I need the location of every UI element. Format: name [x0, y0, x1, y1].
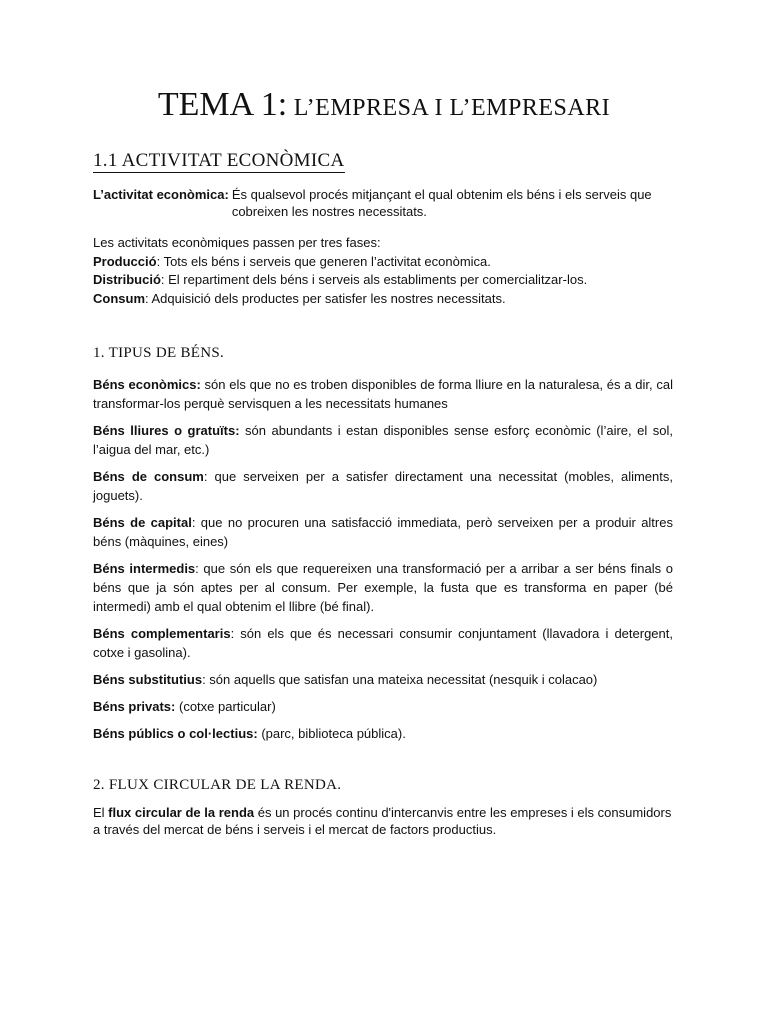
- item-text: : que són els que requereixen una transformació per a arribar a ser béns finals o béns que ja són aptes per al consum. Per exemple, la fusta que es transforma en paper (bé intermedi) amb el qual obtenim el llibre (bé final).: [93, 561, 673, 614]
- item-text: : són aquells que satisfan una mateixa necessitat (nesquik i colacao): [202, 672, 598, 687]
- page-title: [0, 86, 768, 124]
- list-item: [93, 697, 673, 716]
- list-item: [93, 421, 673, 459]
- phase-text: : Tots els béns i serveis que generen l’activitat econòmica.: [156, 253, 491, 269]
- title-main: TEMA 1:: [157, 86, 288, 123]
- item-term: Béns de capital: [93, 515, 192, 530]
- flux-text: és un procés continu d'intercanvis entre les empreses i els consumidors a través del mercat de béns i serveis i el mercat de factors productius.: [93, 805, 672, 837]
- flux-paragraph: [93, 804, 673, 838]
- list-item: [93, 559, 673, 616]
- goods-list: [93, 375, 673, 751]
- phases-intro: Les activitats econòmiques passen per tres fases:: [93, 235, 381, 250]
- section-heading-activitat: 1.1 ACTIVITAT ECONÒMICA: [93, 150, 345, 171]
- item-text: són els que no es troben disponibles de forma lliure en la naturalesa, és a dir, cal transformar-los perquè servisquen a les necessitats humanes: [93, 377, 673, 411]
- item-term: Béns econòmics:: [93, 377, 201, 392]
- phase-text: : El repartiment dels béns i serveis als establiments per comercialitzar-los.: [160, 272, 588, 287]
- phases-block: [93, 234, 683, 308]
- flux-lead: El: [93, 805, 109, 820]
- item-term: Béns complementaris: [93, 626, 231, 641]
- item-term: Béns intermedis: [93, 561, 196, 576]
- definition-block: [93, 186, 683, 220]
- item-text: són abundants i estan disponibles sense esforç econòmic (l’aire, el sol, l’aigua del mar, etc.): [93, 423, 673, 457]
- item-text: : que no procuren una satisfacció immediata, però serveixen per a produir altres béns (màquines, eines): [93, 515, 673, 549]
- list-item: [93, 513, 673, 551]
- flux-term: flux circular de la renda: [108, 805, 255, 820]
- title-sub: L’EMPRESA I L’EMPRESARI: [287, 95, 611, 121]
- definition-term: L’activitat econòmica:: [93, 187, 229, 202]
- item-text: (cotxe particular): [175, 699, 276, 714]
- list-item: [93, 467, 673, 505]
- item-term: Béns públics o col·lectius:: [93, 726, 258, 741]
- phase-term: Producció: [93, 253, 157, 269]
- list-item: [93, 670, 673, 689]
- definition-text: És qualsevol procés mitjançant el qual obtenim els béns i els serveis que cobreixen les nostres necessitats.: [231, 187, 652, 219]
- section-heading-tipus: 1. TIPUS DE BÉNS.: [93, 345, 225, 361]
- item-text: : que serveixen per a satisfer directament una necessitat (mobles, aliments, joguets).: [93, 469, 673, 503]
- list-item: [93, 624, 673, 662]
- item-text: (parc, biblioteca pública).: [257, 726, 406, 741]
- phase-consum: [93, 290, 683, 309]
- list-item: [93, 724, 673, 743]
- phase-produccio: [93, 253, 683, 272]
- item-term: Béns lliures o gratuïts:: [93, 423, 240, 438]
- list-item: [93, 375, 673, 413]
- item-term: Béns privats:: [93, 699, 176, 714]
- phase-term: Distribució: [93, 272, 161, 287]
- item-text: : són els que és necessari consumir conjuntament (llavadora i detergent, cotxe i gasolina).: [93, 626, 673, 660]
- phase-distribucio: [93, 271, 683, 290]
- item-term: Béns substitutius: [93, 672, 203, 687]
- item-term: Béns de consum: [93, 469, 204, 484]
- section-heading-flux: 2. FLUX CIRCULAR DE LA RENDA.: [93, 777, 342, 793]
- phase-term: Consum: [93, 290, 145, 306]
- phase-text: : Adquisició dels productes per satisfer les nostres necessitats.: [145, 290, 506, 306]
